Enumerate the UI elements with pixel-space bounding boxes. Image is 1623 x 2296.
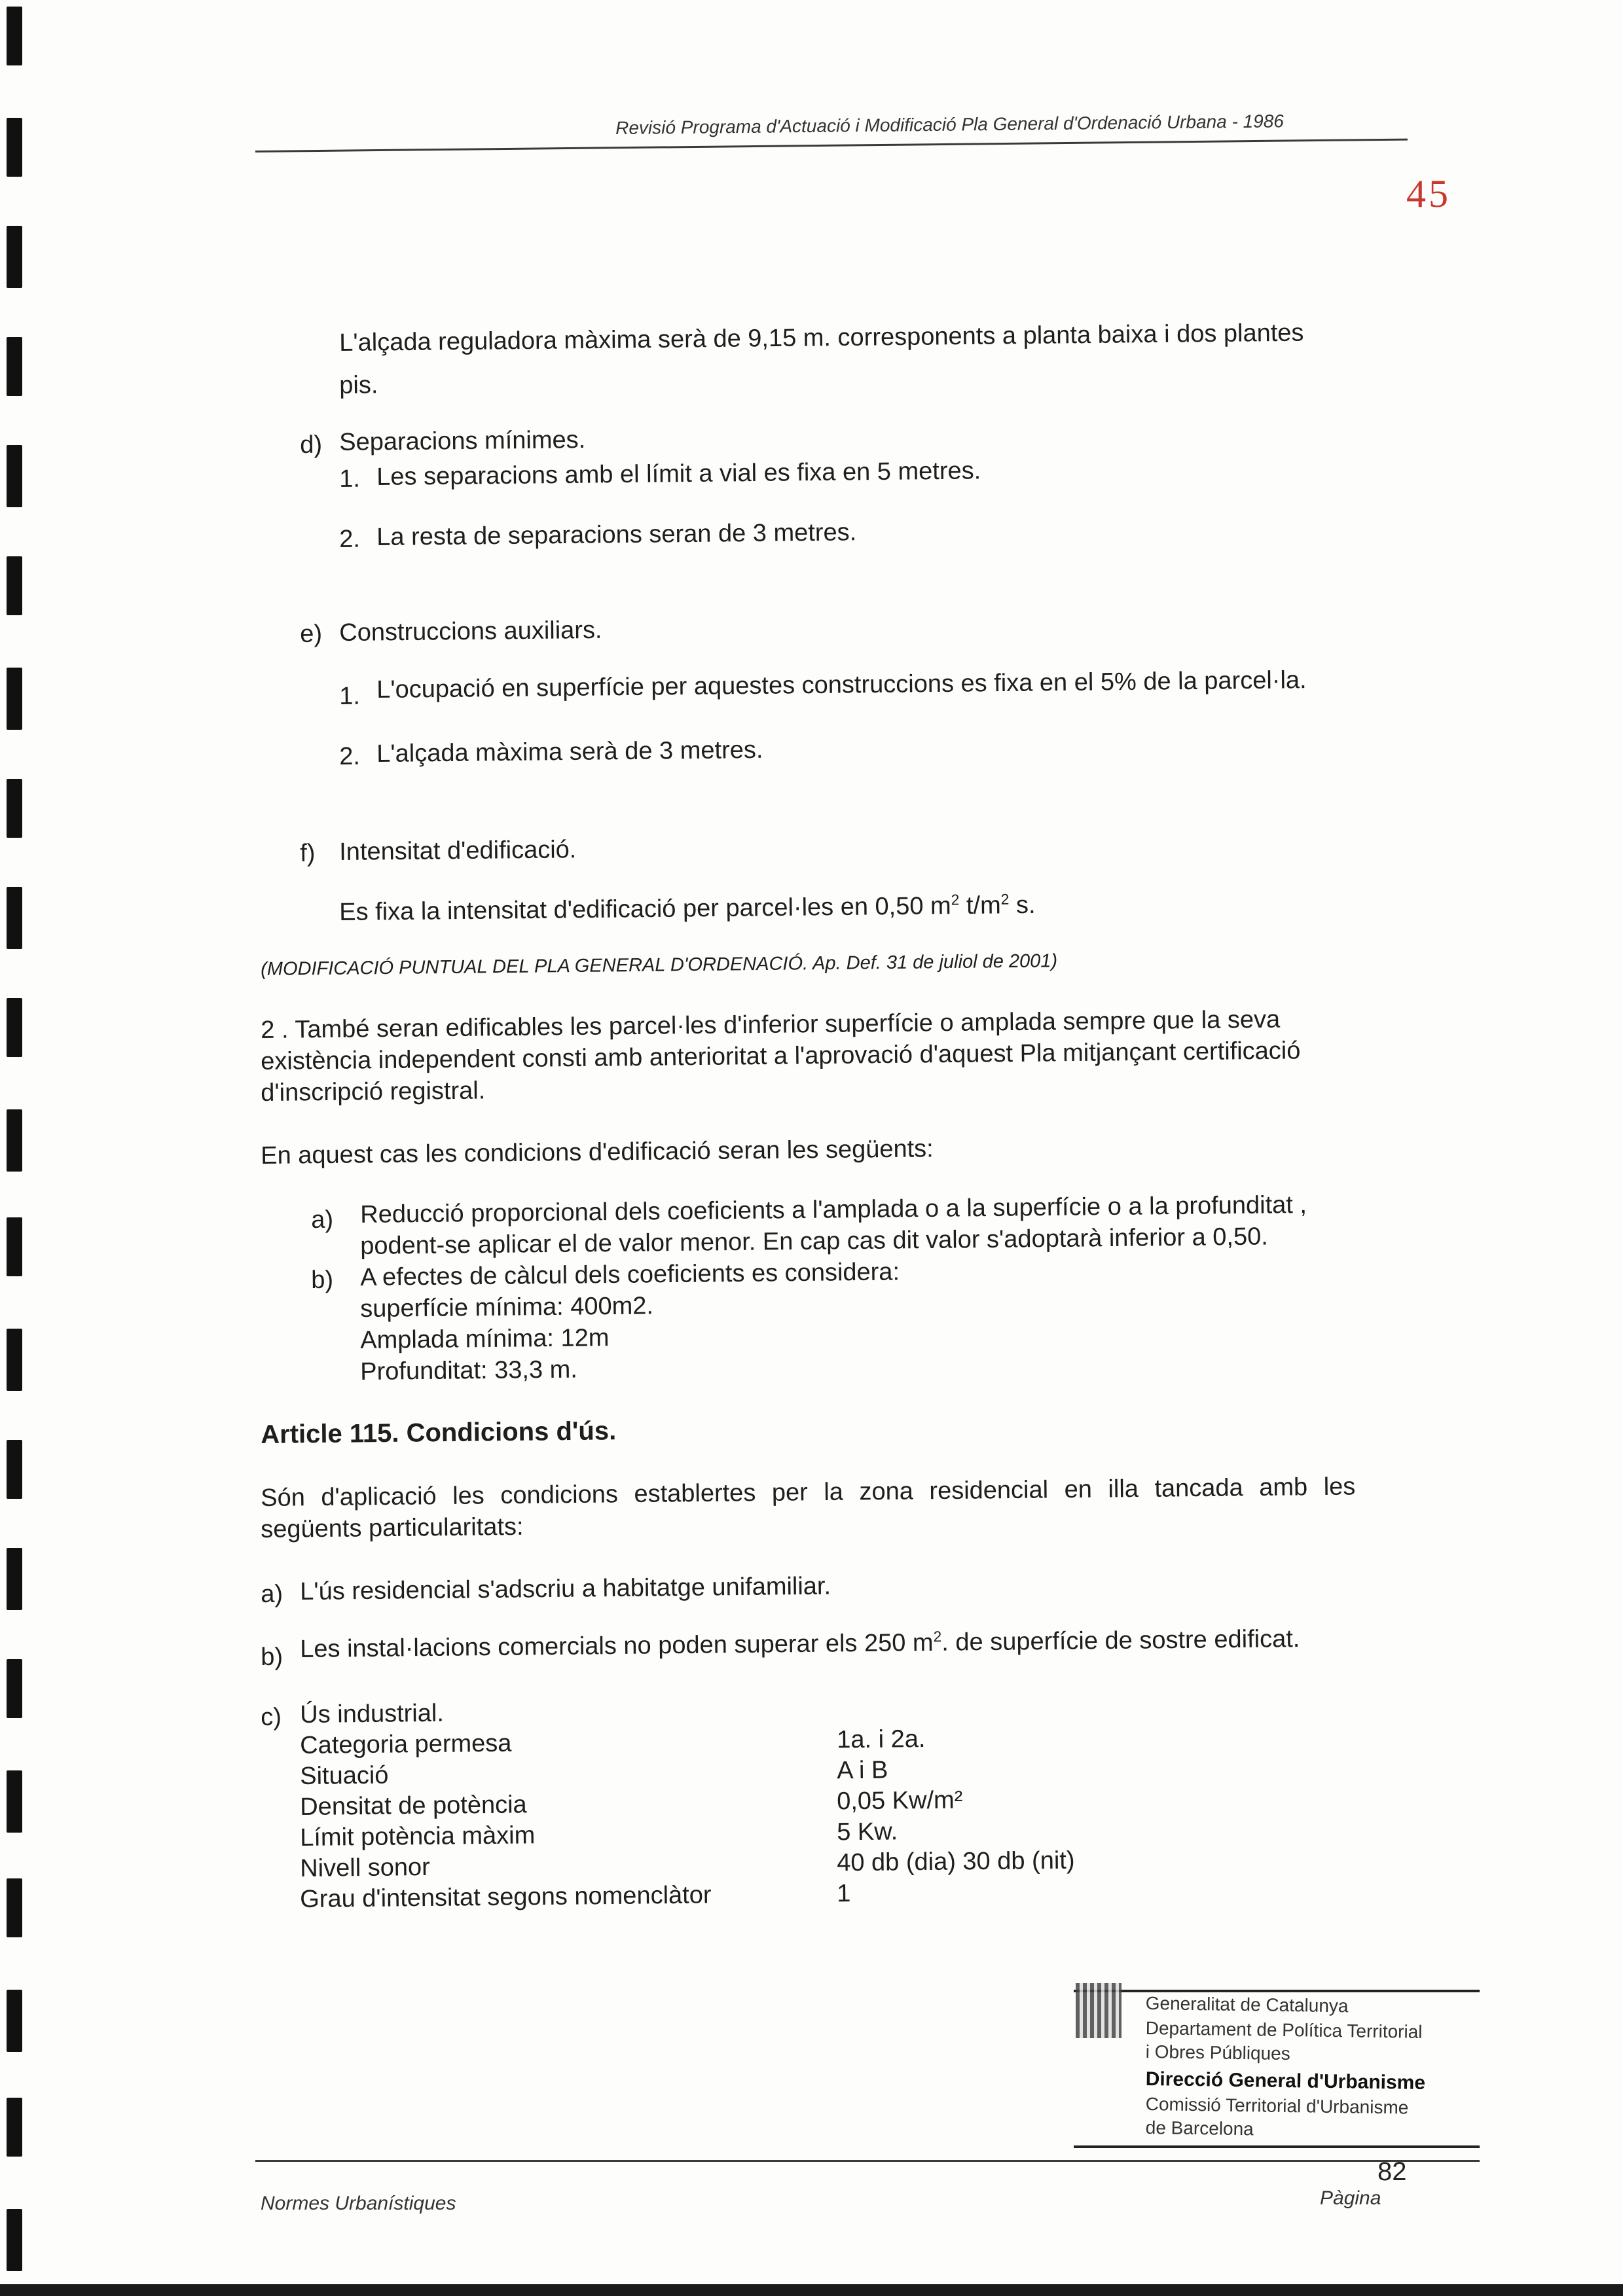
list-item: La resta de separacions seran de 3 metres. <box>376 518 857 551</box>
header-rule <box>255 139 1408 152</box>
binding-mark <box>7 887 22 949</box>
table-key: Densitat de potència <box>300 1791 527 1821</box>
binding-mark <box>7 2098 22 2157</box>
binding-mark <box>7 1440 22 1499</box>
binding-mark <box>7 1878 22 1937</box>
table-value: 1a. i 2a. <box>836 1725 926 1754</box>
paragraph-line: Són d'aplicació les condicions establertes per la zona residencial en illa tancada amb les <box>261 1473 1356 1512</box>
section-title: Intensitat d'edificació. <box>339 836 577 866</box>
paragraph-line: 2 . També seran edificables les parcel·les d'inferior superfície o amplada sempre que la seva <box>261 1005 1281 1044</box>
binding-mark <box>7 556 22 615</box>
list-item: podent-se aplicar el de valor menor. En cap cas dit valor s'adoptarà inferior a 0,50. <box>360 1223 1268 1260</box>
list-item: superfície mínima: 400m2. <box>360 1292 654 1323</box>
table-value: 5 Kw. <box>836 1818 898 1846</box>
list-item: L'ús residencial s'adscriu a habitatge unifamiliar. <box>300 1572 831 1605</box>
paragraph-line: d'inscripció registral. <box>261 1077 486 1107</box>
table-key: Nivell sonor <box>300 1853 430 1882</box>
list-item: Reducció proporcional dels coeficients a l'amplada o a la superfície o a la profunditat , <box>360 1191 1307 1229</box>
paragraph-line: següents particularitats: <box>261 1513 524 1543</box>
stamp-number: 45 <box>1406 172 1451 215</box>
table-key: Situació <box>300 1761 389 1790</box>
table-key: Categoria permesa <box>300 1729 512 1759</box>
section-title: Separacions mínimes. <box>339 426 586 456</box>
binding-mark <box>7 1109 22 1172</box>
list-item: Les instal·lacions comercials no poden superar els 250 $m^2$. de superfície de sostre edificat. <box>300 1625 1300 1663</box>
footer-title: Normes Urbanístiques <box>261 2193 456 2214</box>
intro-line: L'alçada reguladora màxima serà de 9,15 m. corresponents a planta baixa i dos plantes <box>339 319 1304 357</box>
binding-mark <box>7 1329 22 1391</box>
article-heading: Article 115. Condicions d'ús. <box>261 1416 617 1449</box>
scan-bottom-edge <box>0 2284 1623 2296</box>
stamp-line: Generalitat de Catalunya <box>1145 1993 1349 2017</box>
running-header: Revisió Programa d'Actuació i Modificació Pla General d'Ordenació Urbana - 1986 <box>615 111 1285 138</box>
stamp-line: de Barcelona <box>1145 2117 1254 2140</box>
binding-mark <box>7 998 22 1057</box>
list-label: 1. <box>339 682 361 710</box>
modification-note: (MODIFICACIÓ PUNTUAL DEL PLA GENERAL D'ORDENACIÓ. Ap. Def. 31 de juliol de 2001) <box>261 950 1058 980</box>
list-label: e) <box>300 620 323 648</box>
page-number: 82 <box>1377 2157 1407 2186</box>
list-item: L'alçada màxima serà de 3 metres. <box>376 736 763 768</box>
binding-mark <box>7 445 22 507</box>
list-label: 2. <box>339 742 361 770</box>
table-key: Límit potència màxim <box>300 1821 536 1852</box>
stamp-line: Comissió Territorial d'Urbanisme <box>1145 2094 1409 2118</box>
section-title: Construccions auxiliars. <box>339 616 602 647</box>
list-item: Profunditat: 33,3 m. <box>360 1355 578 1386</box>
binding-mark <box>7 118 22 177</box>
binding-mark <box>7 1217 22 1276</box>
table-value: 1 <box>836 1880 851 1908</box>
binding-mark <box>7 779 22 838</box>
list-item: A efectes de càlcul dels coeficients es considera: <box>360 1258 900 1291</box>
stamp-line: i Obres Públiques <box>1145 2041 1290 2064</box>
list-label: 2. <box>339 525 361 553</box>
list-item: Les separacions amb el límit a vial es fixa en 5 metres. <box>376 457 981 491</box>
binding-mark <box>7 2209 22 2271</box>
table-value: A i B <box>836 1756 888 1785</box>
section-title: Ús industrial. <box>300 1699 445 1729</box>
footer-rule <box>255 2160 1480 2162</box>
intensity-text: Es fixa la intensitat d'edificació per parcel·les en 0,50 $m^2$ $t/m^2$ s. <box>339 890 1036 926</box>
intro-line: pis. <box>339 371 378 399</box>
stamp-line: Direcció General d'Urbanisme <box>1145 2068 1426 2094</box>
binding-mark <box>7 337 22 396</box>
binding-mark <box>7 668 22 730</box>
list-label: f) <box>300 839 316 867</box>
paragraph-line: existència independent consti amb anterioritat a l'aprovació d'aquest Pla mitjançant certificació <box>261 1037 1301 1075</box>
table-key: Grau d'intensitat segons nomenclàtor <box>300 1881 712 1913</box>
industrial-table <box>300 1725 1151 1920</box>
stamp-line: Departament de Política Territorial <box>1145 2018 1423 2042</box>
table-value: 40 db (dia) 30 db (nit) <box>836 1846 1075 1877</box>
generalitat-logo-icon <box>1076 1983 1122 2038</box>
list-label: b) <box>261 1643 283 1671</box>
list-label: a) <box>311 1206 334 1234</box>
list-item: Amplada mínima: 12m <box>360 1324 610 1354</box>
stamp-bottom-rule <box>1074 2145 1480 2148</box>
list-label: c) <box>261 1703 282 1731</box>
binding-mark <box>7 1659 22 1718</box>
list-label: a) <box>261 1580 283 1608</box>
binding-mark <box>7 7 22 65</box>
binding-mark <box>7 226 22 288</box>
page-label: Pàgina <box>1320 2187 1381 2209</box>
stamp-top-rule <box>1074 1990 1480 1992</box>
binding-mark <box>7 1990 22 2052</box>
list-label: b) <box>311 1266 334 1294</box>
binding-mark <box>7 1548 22 1610</box>
binding-mark <box>7 1770 22 1833</box>
list-label: 1. <box>339 465 361 493</box>
conditions-intro: En aquest cas les condicions d'edificació seran les següents: <box>261 1135 934 1170</box>
table-value: 0,05 Kw/m² <box>836 1786 963 1816</box>
list-label: d) <box>300 431 323 459</box>
list-item: L'ocupació en superfície per aquestes construccions es fixa en el 5% de la parcel·la. <box>376 666 1307 704</box>
